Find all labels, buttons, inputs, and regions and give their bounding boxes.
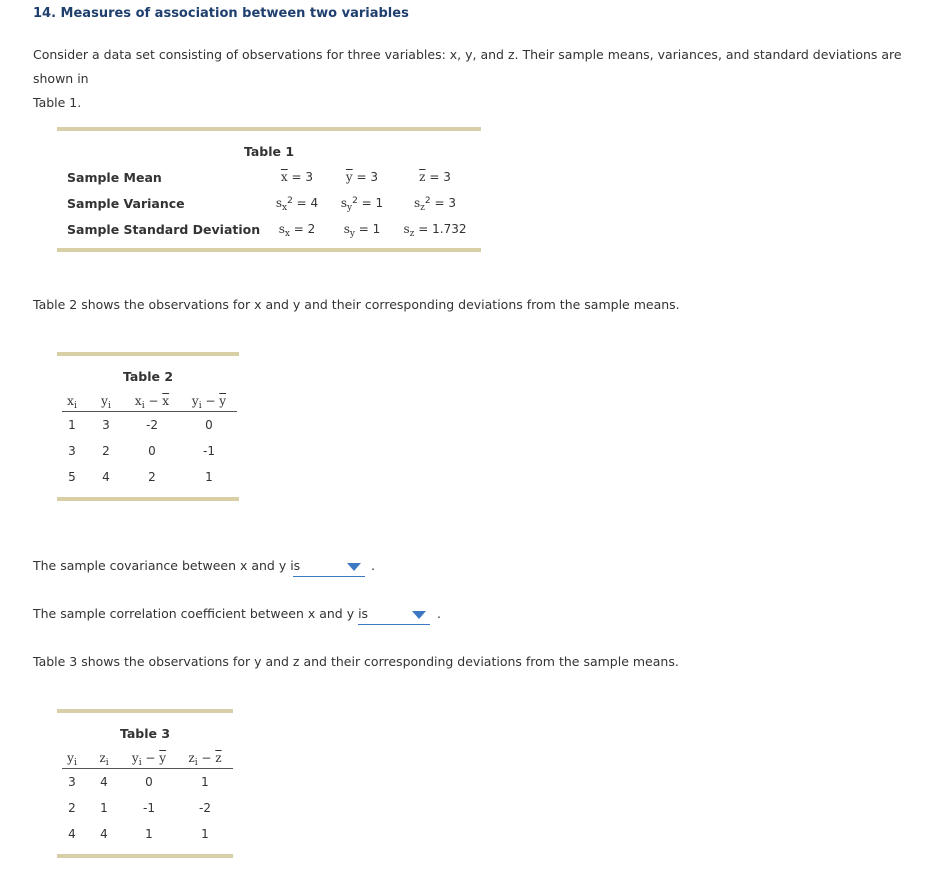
mean-y: $\overline{y} = 3$ bbox=[345, 170, 379, 184]
variance-x: $s_x^2 = 4$ bbox=[275, 196, 319, 213]
covariance-question: The sample covariance between x and y is bbox=[33, 558, 301, 573]
table-row bbox=[62, 801, 233, 821]
cell: -2 bbox=[146, 418, 158, 432]
intro-line-1: Consider a data set consisting of observations for three variables: x, y, and z. Their sample means, variances, and standard deviations are shown in bbox=[33, 47, 902, 86]
variance-z: $s_z^2 = 3$ bbox=[413, 196, 456, 213]
cell: 2 bbox=[68, 801, 76, 815]
cell: 0 bbox=[145, 775, 153, 789]
table-row bbox=[62, 827, 233, 847]
cell: 1 bbox=[145, 827, 153, 841]
table-row bbox=[62, 444, 237, 464]
covariance-period: . bbox=[371, 558, 375, 573]
header-y-dev: $y_i - \overline{y}$ bbox=[191, 394, 227, 411]
std-dev-x: $s_x = 2$ bbox=[278, 222, 316, 239]
table-2-header bbox=[62, 394, 237, 412]
table-2 bbox=[57, 352, 239, 501]
header-x: $x_i$ bbox=[67, 394, 77, 411]
intro-line-2: Table 1. bbox=[33, 95, 82, 110]
cell: 4 bbox=[100, 775, 108, 789]
correlation-question: The sample correlation coefficient between x and y is bbox=[33, 606, 369, 621]
header-y: $y_i$ bbox=[101, 394, 111, 411]
mean-z: $\overline{z} = 3$ bbox=[419, 170, 451, 184]
cell: 4 bbox=[68, 827, 76, 841]
cell: 5 bbox=[68, 470, 76, 484]
std-dev-z: $s_z = 1.732$ bbox=[403, 222, 467, 239]
row-label-std-dev: Sample Standard Deviation bbox=[67, 222, 261, 237]
table-1 bbox=[57, 127, 481, 252]
intro-text bbox=[33, 43, 933, 115]
chevron-down-icon bbox=[347, 563, 361, 571]
table-2-caption: Table 2 bbox=[122, 369, 174, 384]
cell: 3 bbox=[102, 418, 110, 432]
cell: 1 bbox=[201, 775, 209, 789]
cell: 1 bbox=[201, 827, 209, 841]
cell: 0 bbox=[148, 444, 156, 458]
table-row bbox=[62, 470, 237, 490]
header-x-dev: $x_i - \overline{x}$ bbox=[134, 394, 170, 411]
cell: 1 bbox=[100, 801, 108, 815]
chevron-down-icon bbox=[412, 611, 426, 619]
cell: 4 bbox=[102, 470, 110, 484]
cell: 1 bbox=[68, 418, 76, 432]
table-3-header bbox=[62, 751, 233, 769]
cell: 4 bbox=[100, 827, 108, 841]
cell: 0 bbox=[205, 418, 213, 432]
table-3-intro: Table 3 shows the observations for y and z and their corresponding deviations from the sample means. bbox=[33, 654, 679, 669]
table-3-caption: Table 3 bbox=[119, 726, 171, 741]
table-row bbox=[62, 418, 237, 438]
table-1-caption: Table 1 bbox=[243, 144, 295, 159]
cell: -1 bbox=[203, 444, 215, 458]
row-label-mean: Sample Mean bbox=[67, 170, 162, 185]
header-y-dev: $y_i - \overline{y}$ bbox=[131, 751, 167, 768]
table-2-intro: Table 2 shows the observations for x and y and their corresponding deviations from the sample means. bbox=[33, 297, 680, 312]
header-z: $z_i$ bbox=[99, 751, 109, 768]
covariance-dropdown[interactable] bbox=[293, 558, 365, 577]
cell: 2 bbox=[148, 470, 156, 484]
variance-y: $s_y^2 = 1$ bbox=[340, 196, 384, 213]
question-title: 14. Measures of association between two variables bbox=[33, 6, 409, 21]
std-dev-y: $s_y = 1$ bbox=[343, 222, 381, 239]
correlation-dropdown[interactable] bbox=[358, 606, 430, 625]
cell: 3 bbox=[68, 775, 76, 789]
cell: -2 bbox=[199, 801, 211, 815]
table-row bbox=[62, 775, 233, 795]
row-label-variance: Sample Variance bbox=[67, 196, 185, 211]
cell: -1 bbox=[143, 801, 155, 815]
header-z-dev: $z_i - \overline{z}$ bbox=[188, 751, 222, 768]
header-y: $y_i$ bbox=[67, 751, 77, 768]
mean-x: $\overline{x} = 3$ bbox=[280, 170, 314, 184]
correlation-period: . bbox=[437, 606, 441, 621]
cell: 2 bbox=[102, 444, 110, 458]
cell: 1 bbox=[205, 470, 213, 484]
table-3 bbox=[57, 709, 233, 858]
cell: 3 bbox=[68, 444, 76, 458]
